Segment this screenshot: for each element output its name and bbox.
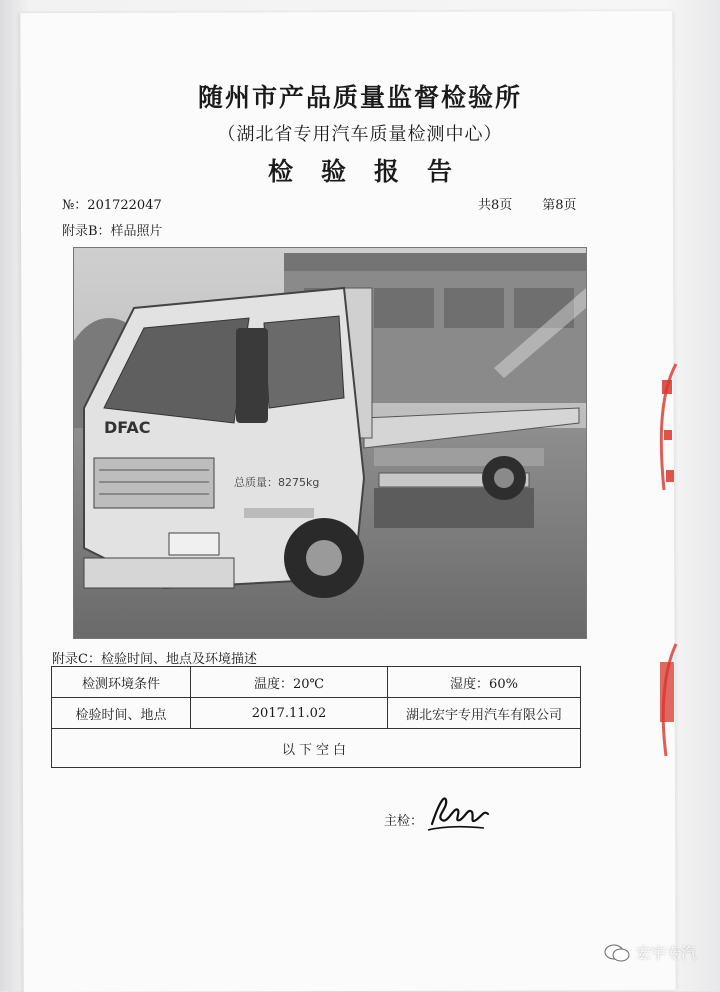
table-row [52, 698, 581, 729]
current-page: 第8页 [542, 198, 577, 213]
location-cell: 湖北宏宇专用汽车有限公司 [388, 698, 581, 729]
date-cell: 2017.11.02 [191, 698, 388, 729]
page-info [478, 194, 577, 213]
watermark-text: 宏宇专汽 [635, 944, 696, 962]
sample-photo [73, 247, 587, 639]
cab-brand-text: DFAC [104, 418, 151, 437]
inspector-label: 主检： [384, 814, 424, 829]
red-stamp-top [640, 360, 680, 500]
appendix-b-title: 附录B：样品照片 [62, 224, 163, 239]
tow-truck-illustration [74, 248, 586, 638]
document-type-heading: 检验报告 [267, 157, 480, 186]
table-row [52, 729, 581, 768]
table-row [52, 667, 581, 698]
institution-title: 随州市产品质量监督检验所 [197, 83, 522, 112]
temperature-cell: 温度：20℃ [191, 667, 388, 698]
appendix-c-title: 附录C：检验时间、地点及环境描述 [52, 652, 257, 667]
row-label: 检测环境条件 [52, 667, 191, 698]
humidity-cell: 湿度：60% [388, 667, 581, 698]
watermark [604, 942, 696, 963]
door-weight-text: 总质量：8275kg [234, 476, 320, 489]
institution-subtitle: （湖北省专用汽车质量检测中心） [217, 124, 503, 145]
blank-note: 以下空白 [52, 729, 581, 768]
wechat-icon [604, 943, 630, 963]
row-label: 检验时间、地点 [52, 698, 191, 729]
total-pages: 共8页 [478, 198, 513, 213]
report-number: №：201722047 [62, 198, 162, 213]
inspector-signature [424, 786, 494, 836]
environment-table [51, 666, 581, 768]
red-stamp-bottom [644, 640, 680, 760]
